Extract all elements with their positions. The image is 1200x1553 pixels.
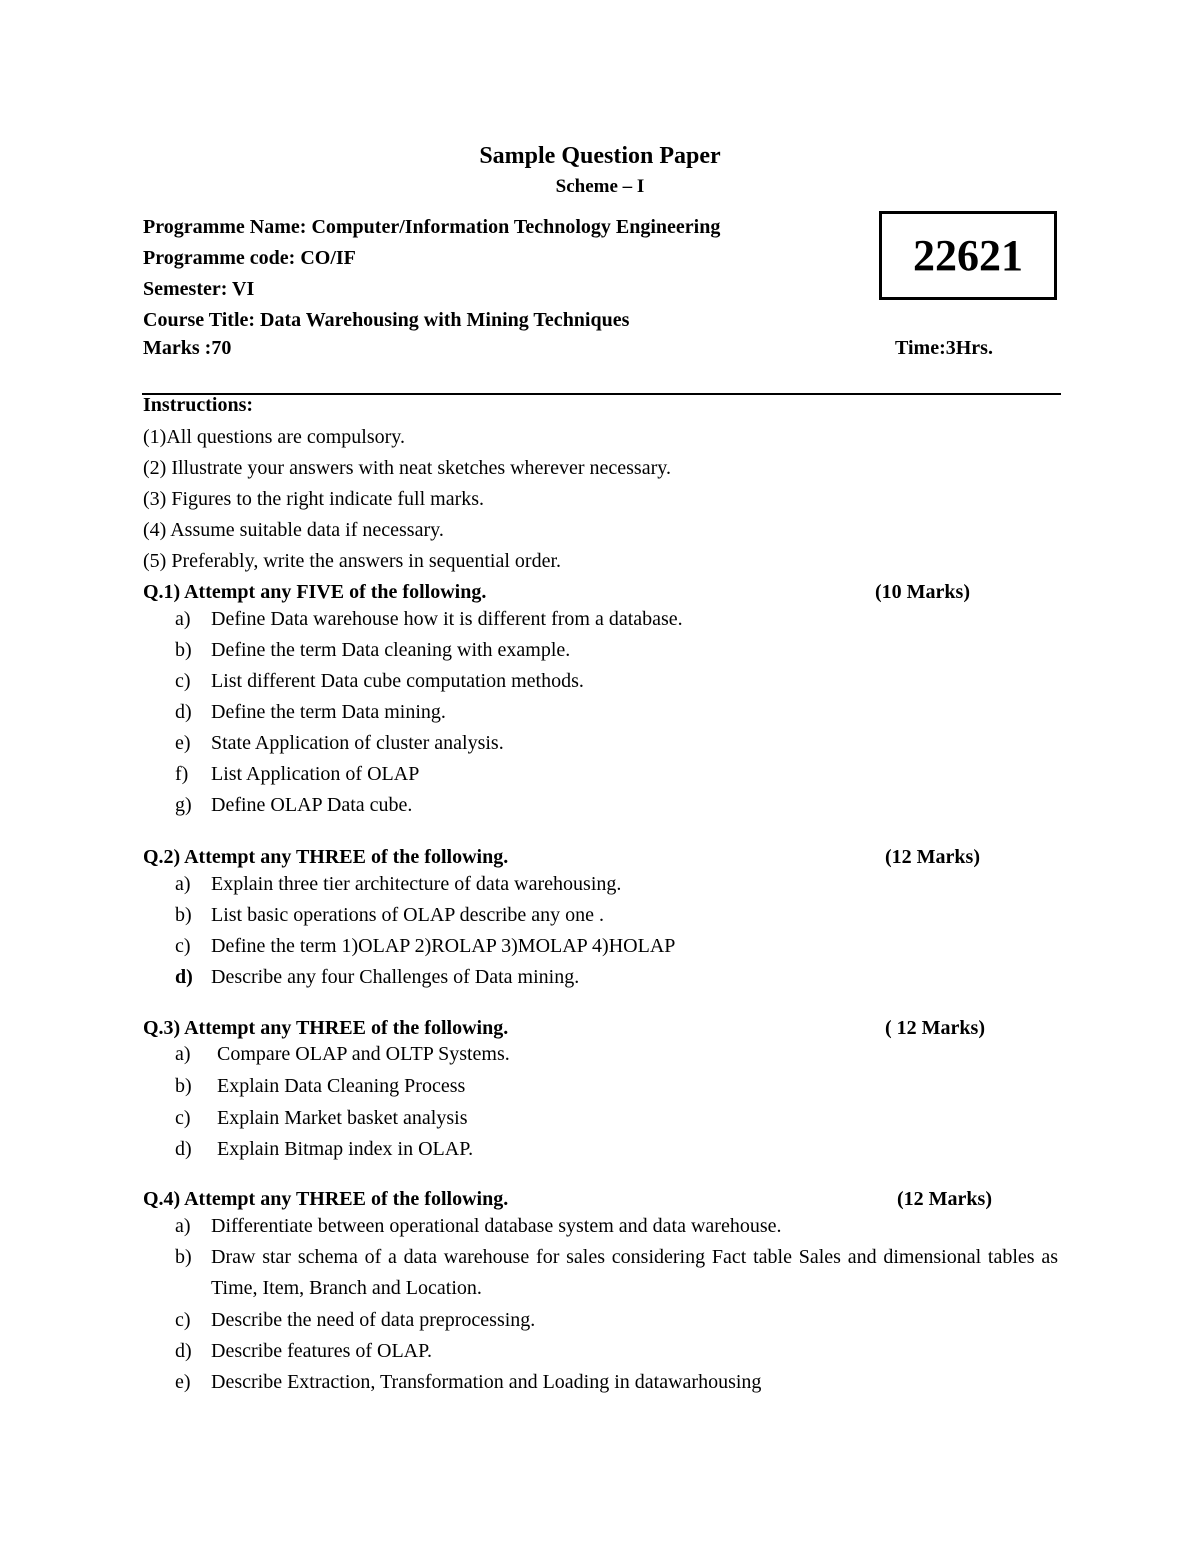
question-1-item xyxy=(175,794,412,817)
item-text: Differentiate between operational database system and data warehouse. xyxy=(211,1215,782,1237)
item-label: g) xyxy=(175,794,192,816)
total-marks: Marks :70 xyxy=(143,337,232,359)
item-label: a) xyxy=(175,608,191,630)
item-text: Explain Market basket analysis xyxy=(217,1107,468,1129)
item-label: c) xyxy=(175,1309,191,1331)
paper-code-box xyxy=(879,211,1057,300)
item-text: Explain Bitmap index in OLAP. xyxy=(217,1138,474,1160)
item-label: a) xyxy=(175,1043,191,1065)
scheme-label: Scheme – I xyxy=(555,176,645,197)
item-text: Define OLAP Data cube. xyxy=(211,794,413,816)
item-text: Define the term Data cleaning with example. xyxy=(211,639,571,661)
item-text: Define the term Data mining. xyxy=(211,701,446,723)
item-label: a) xyxy=(175,873,191,895)
question-1-item xyxy=(175,763,419,786)
course-title: Course Title: Data Warehousing with Mining Techniques xyxy=(143,309,630,331)
item-label: d) xyxy=(175,701,192,723)
question-3-marks: ( 12 Marks) xyxy=(885,1017,985,1039)
item-text: Explain three tier architecture of data warehousing. xyxy=(211,873,622,895)
paper-code: 22621 xyxy=(913,231,1023,280)
question-3-item xyxy=(175,1138,473,1161)
question-4-item xyxy=(175,1215,782,1238)
item-text: Describe the need of data preprocessing. xyxy=(211,1309,536,1331)
question-2-item xyxy=(175,935,675,958)
item-text: Explain Data Cleaning Process xyxy=(217,1075,466,1097)
item-label: d) xyxy=(175,1138,192,1160)
question-1-marks: (10 Marks) xyxy=(875,581,970,603)
instruction-item: (2) Illustrate your answers with neat sketches wherever necessary. xyxy=(143,457,671,479)
item-label: b) xyxy=(175,904,192,926)
question-4-item xyxy=(175,1309,535,1332)
question-1-item xyxy=(175,608,683,631)
instructions-heading: Instructions: xyxy=(143,394,254,416)
question-1-heading: Q.1) Attempt any FIVE of the following. xyxy=(143,581,487,603)
question-3-heading: Q.3) Attempt any THREE of the following. xyxy=(143,1017,509,1039)
question-3-item xyxy=(175,1043,510,1066)
question-3-item xyxy=(175,1107,468,1130)
question-4-item xyxy=(175,1340,432,1363)
instruction-item: (3) Figures to the right indicate full marks. xyxy=(143,488,485,510)
item-text: State Application of cluster analysis. xyxy=(211,732,504,754)
item-label: d) xyxy=(175,966,193,988)
question-1-item xyxy=(175,639,570,662)
question-2-item xyxy=(175,904,604,927)
page-title: Sample Question Paper xyxy=(479,143,721,169)
question-4-item xyxy=(175,1242,1059,1304)
item-label: e) xyxy=(175,732,191,754)
item-text: List different Data cube computation methods. xyxy=(211,670,584,692)
item-label: d) xyxy=(175,1340,192,1362)
header-divider xyxy=(142,393,1061,395)
question-3-item xyxy=(175,1075,465,1098)
question-4-marks: (12 Marks) xyxy=(897,1188,992,1210)
item-label: e) xyxy=(175,1371,191,1393)
programme-name: Programme Name: Computer/Information Technology Engineering xyxy=(143,216,721,238)
item-label: c) xyxy=(175,670,191,692)
question-1-item xyxy=(175,670,584,693)
item-text: Compare OLAP and OLTP Systems. xyxy=(217,1043,510,1065)
item-text: Describe any four Challenges of Data mining. xyxy=(211,966,580,988)
item-label: b) xyxy=(175,1246,192,1268)
instruction-item: (1)All questions are compulsory. xyxy=(143,426,405,448)
item-text: Define the term 1)OLAP 2)ROLAP 3)MOLAP 4)HOLAP xyxy=(211,935,676,957)
question-4-heading: Q.4) Attempt any THREE of the following. xyxy=(143,1188,509,1210)
instruction-item: (5) Preferably, write the answers in sequential order. xyxy=(143,550,561,572)
semester: Semester: VI xyxy=(143,278,255,300)
question-2-marks: (12 Marks) xyxy=(885,846,980,868)
question-1-item xyxy=(175,732,504,755)
item-label: c) xyxy=(175,1107,191,1129)
item-text: Define Data warehouse how it is different from a database. xyxy=(211,608,683,630)
item-label: b) xyxy=(175,1075,192,1097)
question-2-item xyxy=(175,873,621,896)
question-2-item xyxy=(175,966,579,989)
item-label: a) xyxy=(175,1215,191,1237)
item-label: b) xyxy=(175,639,192,661)
item-text: Describe Extraction, Transformation and Loading in datawarhousing xyxy=(211,1371,762,1393)
item-text: List Application of OLAP xyxy=(211,763,420,785)
item-label: f) xyxy=(175,763,189,785)
question-4-item xyxy=(175,1371,761,1394)
item-text: List basic operations of OLAP describe any one . xyxy=(211,904,605,926)
exam-duration: Time:3Hrs. xyxy=(895,337,993,359)
item-text: Describe features of OLAP. xyxy=(211,1340,433,1362)
question-2-heading: Q.2) Attempt any THREE of the following. xyxy=(143,846,509,868)
item-text: Draw star schema of a data warehouse for sales considering Fact table Sales and dimensional tables as Time, Item, Branch and Location. xyxy=(211,1246,1058,1299)
question-1-item xyxy=(175,701,446,724)
instruction-item: (4) Assume suitable data if necessary. xyxy=(143,519,444,541)
programme-code: Programme code: CO/IF xyxy=(143,247,356,269)
item-label: c) xyxy=(175,935,191,957)
